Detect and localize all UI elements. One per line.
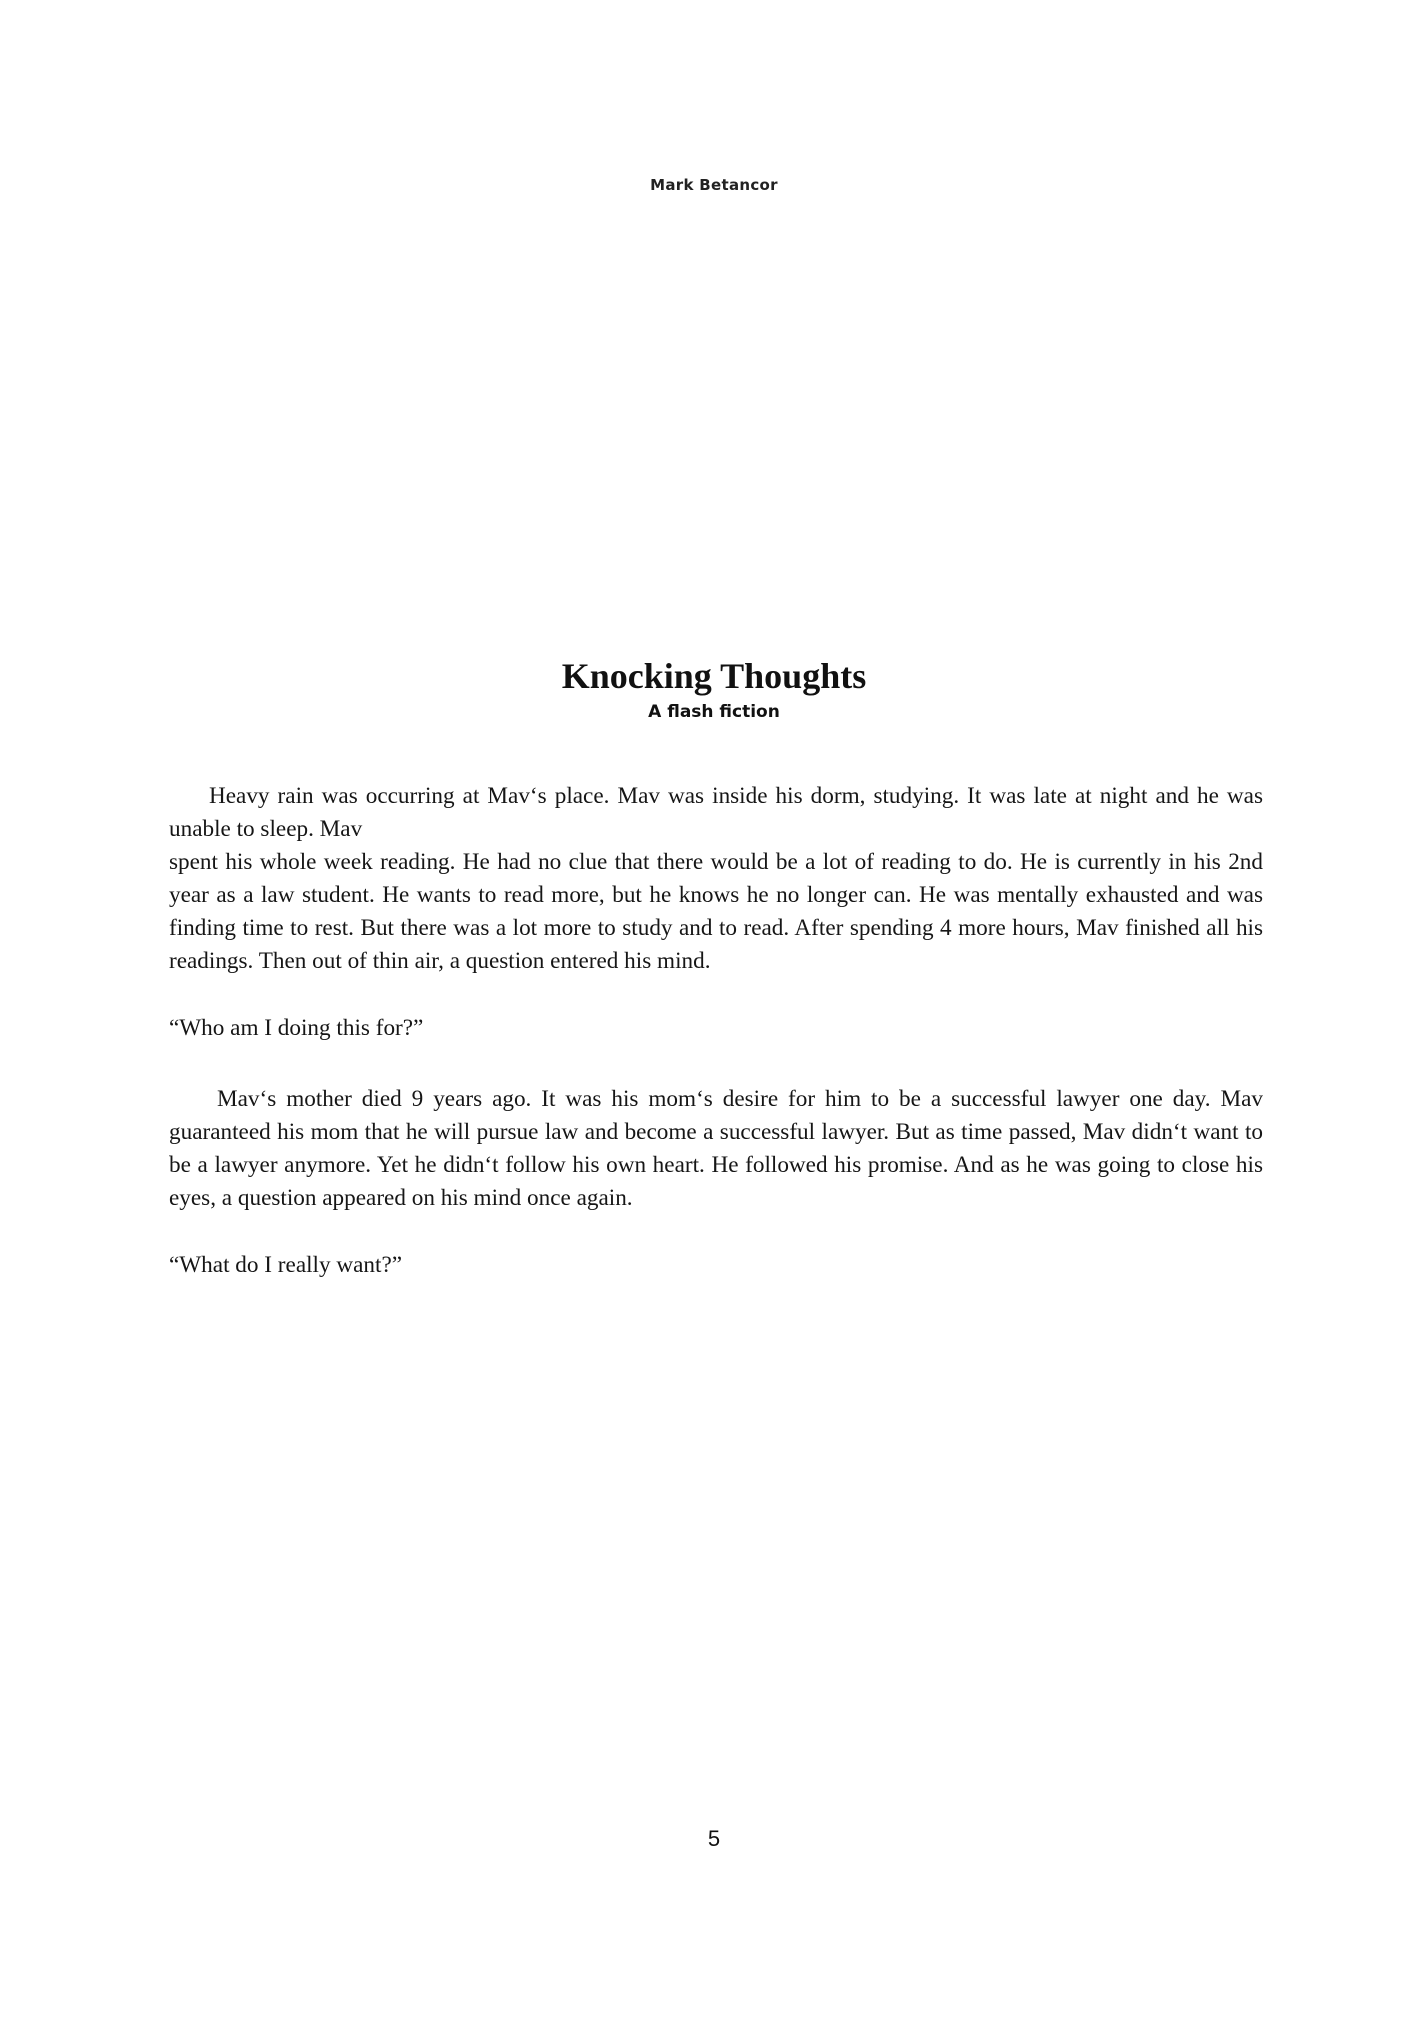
story-body — [169, 780, 1263, 1282]
quote-who-am-i: “Who am I doing this for?” — [169, 1015, 424, 1041]
paragraph-spacer — [169, 978, 1263, 1012]
quote-what-do-i-want: “What do I really want?” — [169, 1252, 403, 1278]
paragraph-1-opening: Heavy rain was occurring at Mav‘s place. Mav was inside his dorm, studying. It was late at night and he was unable to sleep. Mav — [169, 783, 1263, 842]
paragraph-2: Mav‘s mother died 9 years ago. It was his mom‘s desire for him to be a successful lawyer one day. Mav guaranteed his mom that he will pursue law and become a successful lawyer. But as time passed, Mav didn‘t want to be a lawyer anymore. Yet he didn‘t follow his own heart. He followed his promise. And as he was going to close his eyes, a question appeared on his mind once again. — [169, 1086, 1263, 1211]
story-title: Knocking Thoughts — [561, 656, 867, 696]
paragraph-spacer — [169, 1045, 1263, 1083]
page-number: 5 — [707, 1826, 721, 1851]
paragraph-1-continued: spent his whole week reading. He had no clue that there would be a lot of reading to do. He is currently in his 2nd year as a law student. He wants to read more, but he knows he no longer can. He was mentally exhausted and was finding time to rest. But there was a lot more to study and to read. After spending 4 more hours, Mav finished all his readings. Then out of thin air, a question entered his mind. — [169, 849, 1263, 974]
story-subtitle: A flash fiction — [648, 702, 780, 722]
paragraph-spacer — [169, 1215, 1263, 1249]
running-header-author: Mark Betancor — [650, 176, 778, 194]
